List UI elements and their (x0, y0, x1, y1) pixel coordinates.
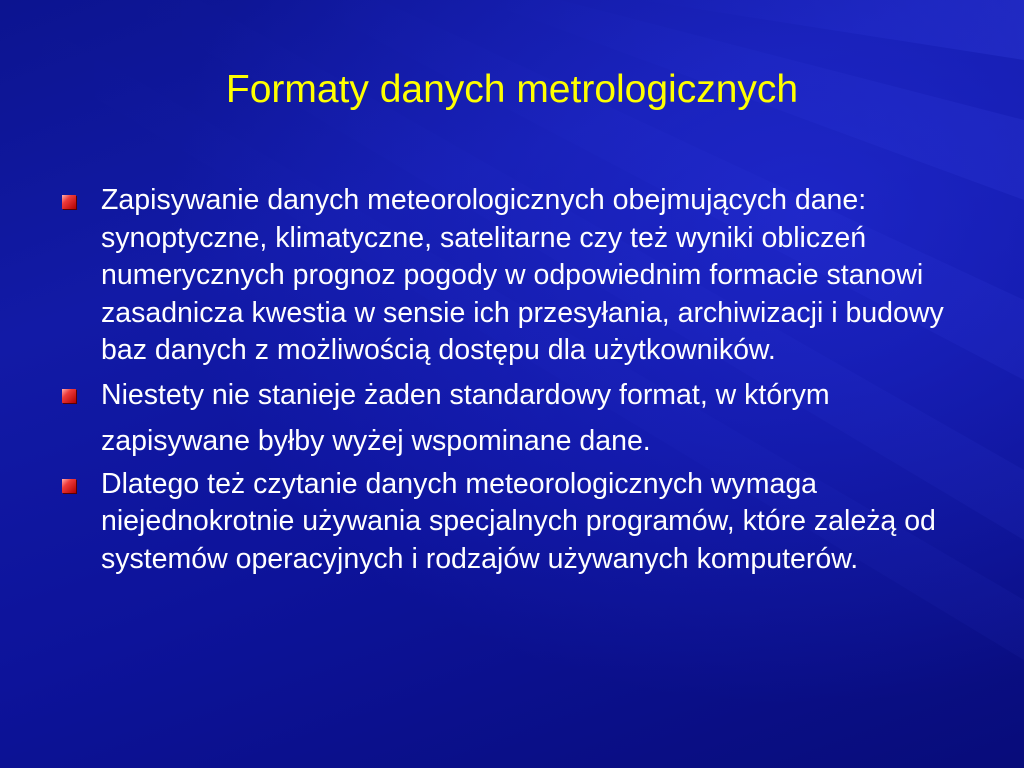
bullet-text: Zapisywanie danych meteorologicznych obejmujących dane: synoptyczne, klimatyczne, satelitarne czy też wyniki obliczeń numerycznych prognoz pogody w odpowiednim formacie stanowi zasadnicza kwestia w sensie ich przesyłania, archiwizacji i budowy baz danych z możliwością dostępu dla użytkowników. (101, 184, 944, 366)
bullet-square-icon (62, 195, 76, 209)
bullet-text: Dlatego też czytanie danych meteorologicznych wymaga niejednokrotnie używania specjalnych programów, które zależą od systemów operacyjnych i rodzajów używanych komputerów. (101, 467, 936, 575)
bullet-square-icon (62, 479, 76, 493)
bullet-item (62, 372, 982, 464)
slide-title: Formaty danych metrologicznych (225, 68, 799, 111)
bullet-list (62, 182, 982, 582)
bullet-item (62, 466, 982, 579)
bullet-square-icon (62, 389, 76, 403)
bullet-item (62, 182, 982, 370)
bullet-text: Niestety nie stanieje żaden standardowy format, w którym zapisywane byłby wyżej wspominane dane. (101, 378, 830, 457)
